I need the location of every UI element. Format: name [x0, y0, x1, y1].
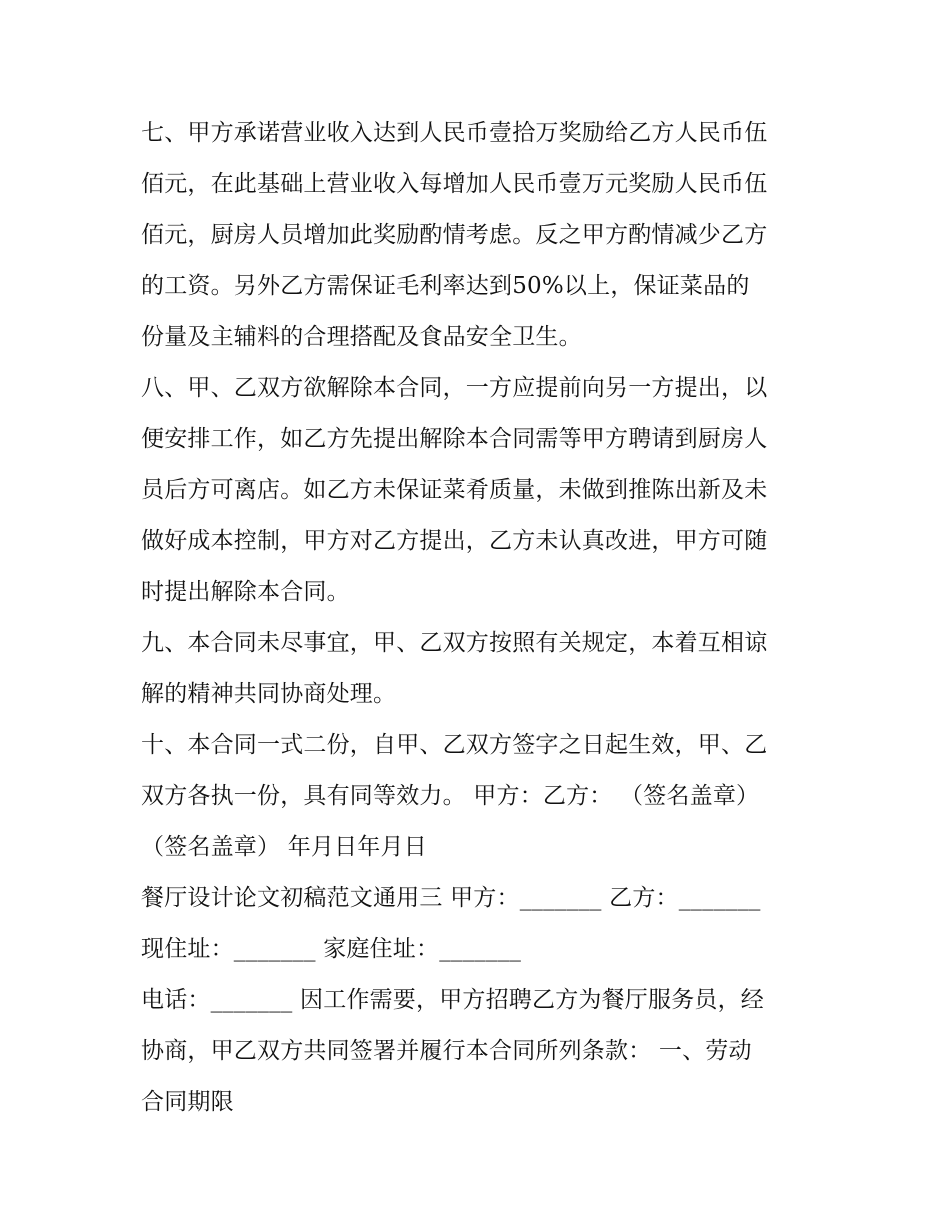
text-line: 份量及主辅料的合理搭配及食品安全卫生。: [141, 324, 582, 350]
document-body: [141, 108, 821, 1128]
text-line: 员后方可离店。如乙方未保证菜肴质量，未做到推陈出新及未: [141, 477, 768, 503]
text-line: 解的精神共同协商处理。: [141, 681, 397, 707]
text-line: 八、甲、乙双方欲解除本合同，一方应提前向另一方提出，以: [141, 375, 768, 401]
text-line: 现住址：_______ 家庭住址：_______: [141, 936, 522, 962]
text-line: 十、本合同一式二份，自甲、乙双方签字之日起生效，甲、乙: [141, 732, 768, 758]
text-line: 九、本合同未尽事宜，甲、乙双方按照有关规定，本着互相谅: [141, 630, 768, 656]
text-line: 合同期限: [141, 1089, 234, 1115]
text-line: 佰元，厨房人员增加此奖励酌情考虑。反之甲方酌情减少乙方: [141, 222, 768, 248]
text-line: 做好成本控制，甲方对乙方提出，乙方未认真改进，甲方可随: [141, 528, 768, 554]
text-line: 时提出解除本合同。: [141, 579, 350, 605]
text-line: 的工资。另外乙方需保证毛利率达到50%以上，保证菜品的: [141, 273, 750, 299]
text-line: 佰元，在此基础上营业收入每增加人民币壹万元奖励人民币伍: [141, 171, 768, 197]
text-line: 双方各执一份，具有同等效力。 甲方：乙方： （签名盖章）: [141, 783, 760, 809]
text-line: （签名盖章） 年月日年月日: [141, 834, 427, 860]
text-line: 电话：_______ 因工作需要，甲方招聘乙方为餐厅服务员，经: [141, 987, 765, 1013]
text-line: 便安排工作，如乙方先提出解除本合同需等甲方聘请到厨房人: [141, 426, 768, 452]
text-line: 协商，甲乙双方共同签署并履行本合同所列条款： 一、劳动: [141, 1038, 752, 1064]
text-line: 七、甲方承诺营业收入达到人民币壹拾万奖励给乙方人民币伍: [141, 120, 768, 146]
text-line: 餐厅设计论文初稿范文通用三 甲方：_______ 乙方：_______: [141, 885, 761, 911]
